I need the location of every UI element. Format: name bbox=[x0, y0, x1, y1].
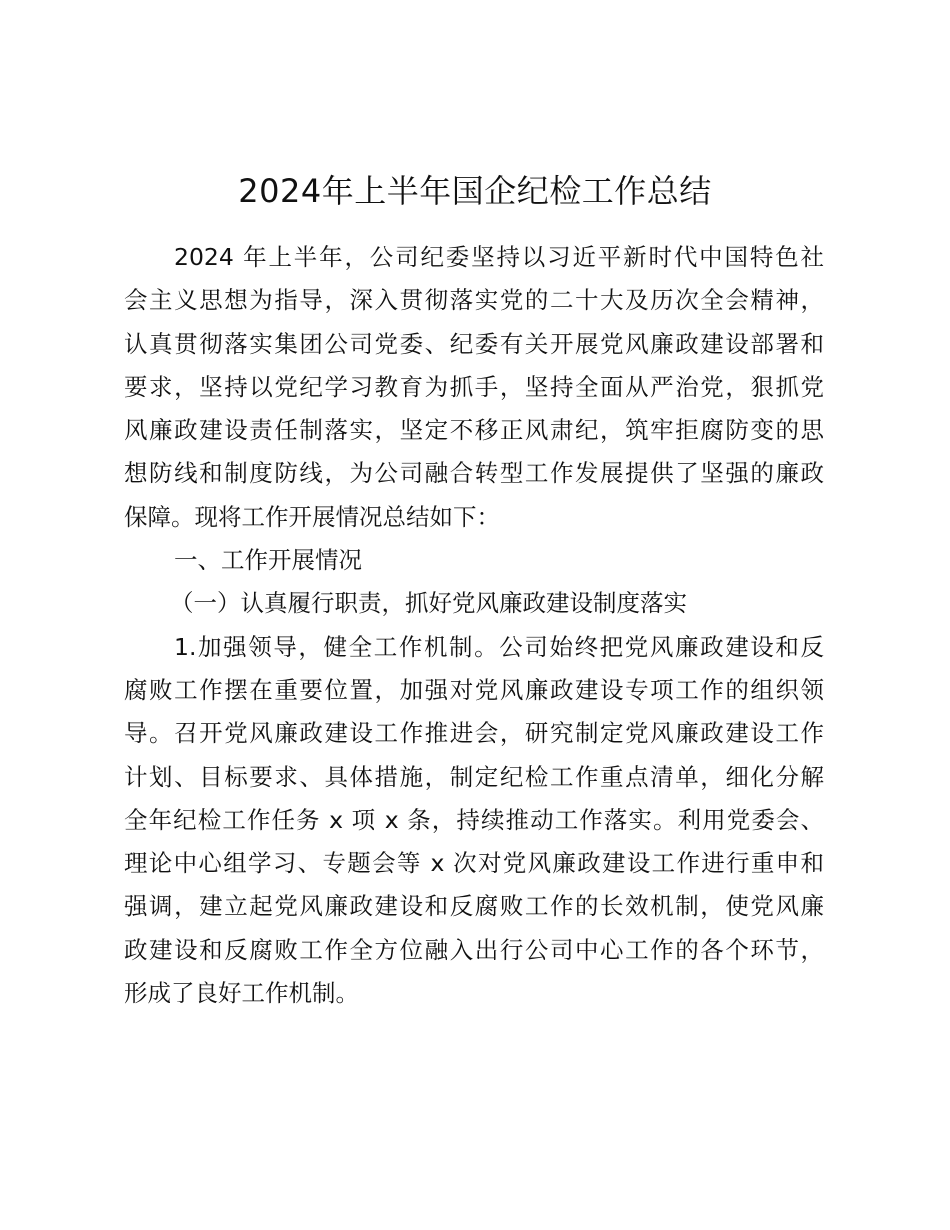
intro-line-6: 想防线和制度防线，为公司融合转型工作发展提供了坚强的廉政 bbox=[124, 459, 824, 488]
intro-line-5: 风廉政建设责任制落实，坚定不移正风肃纪，筑牢拒腐防变的思 bbox=[124, 416, 824, 445]
intro-line-2: 会主义思想为指导，深入贯彻落实党的二十大及历次全会精神， bbox=[124, 286, 824, 315]
item1-line-6: 理论中心组学习、专题会等 x 次对党风廉政建设工作进行重申和 bbox=[124, 849, 824, 878]
item1-line-9: 形成了良好工作机制。 bbox=[124, 979, 359, 1008]
section-heading: 一、工作开展情况 bbox=[174, 546, 362, 575]
intro-line-3: 认真贯彻落实集团公司党委、纪委有关开展党风廉政建设部署和 bbox=[124, 329, 824, 358]
item1-line-1: 1.加强领导，健全工作机制。公司始终把党风廉政建设和反 bbox=[174, 632, 824, 661]
intro-line-1: 2024 年上半年，公司纪委坚持以习近平新时代中国特色社 bbox=[174, 243, 824, 271]
item1-line-4: 计划、目标要求、具体措施，制定纪检工作重点清单，细化分解 bbox=[124, 762, 824, 791]
intro-line-7: 保障。现将工作开展情况总结如下： bbox=[124, 502, 500, 531]
subsection-heading: （一）认真履行职责，抓好党风廉政建设制度落实 bbox=[170, 589, 687, 618]
intro-line-4: 要求，坚持以党纪学习教育为抓手，坚持全面从严治党，狠抓党 bbox=[124, 372, 824, 401]
item1-line-5: 全年纪检工作任务 x 项 x 条，持续推动工作落实。利用党委会、 bbox=[124, 805, 824, 834]
item1-line-8: 政建设和反腐败工作全方位融入出行公司中心工作的各个环节， bbox=[124, 935, 824, 964]
item1-line-3: 导。召开党风廉政建设工作推进会，研究制定党风廉政建设工作 bbox=[124, 719, 824, 748]
document-body bbox=[124, 236, 824, 1015]
item1-line-7: 强调，建立起党风廉政建设和反腐败工作的长效机制，使党风廉 bbox=[124, 892, 824, 921]
item1-line-2: 腐败工作摆在重要位置，加强对党风廉政建设专项工作的组织领 bbox=[124, 675, 824, 704]
document-title: 2024年上半年国企纪检工作总结 bbox=[238, 172, 712, 210]
